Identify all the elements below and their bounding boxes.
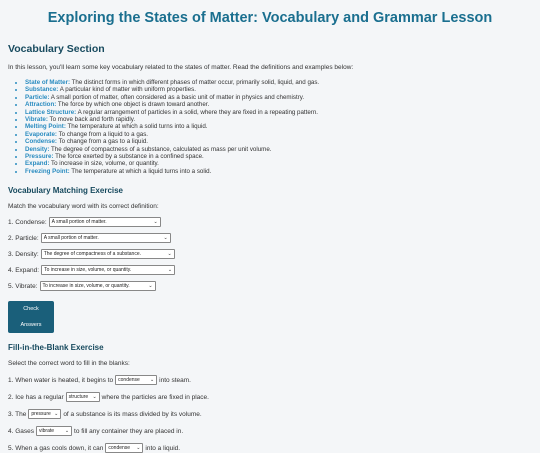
vocab-item xyxy=(25,101,532,108)
matching-label: 3. Density: xyxy=(8,250,39,258)
select-value: The degree of compactness of a substance. xyxy=(43,251,141,258)
vocab-section-heading: Vocabulary Section xyxy=(8,43,105,55)
sentence-end: into steam. xyxy=(159,376,191,384)
fill-blank-row xyxy=(8,409,532,419)
vocab-term: Lattice Structure: xyxy=(25,108,77,116)
select-value: structure xyxy=(68,394,89,401)
vocab-term: Pressure: xyxy=(25,153,54,161)
vocab-definition: The force by which one object is drawn toward another. xyxy=(56,101,210,109)
matching-label: 1. Condense: xyxy=(8,218,47,226)
fill-blank-row xyxy=(8,443,532,453)
matching-label: 5. Vibrate: xyxy=(8,282,38,290)
select-value: pressure xyxy=(31,411,51,418)
fill-blank-select[interactable] xyxy=(115,375,157,385)
fill-blank-heading: Fill-in-the-Blank Exercise xyxy=(8,343,104,353)
vocab-term: Melting Point: xyxy=(25,123,66,131)
vocab-item xyxy=(25,131,532,138)
sentence-start: 1. When water is heated, it begins to xyxy=(8,376,114,384)
chevron-down-icon: ⌄ xyxy=(149,377,155,384)
vocab-item xyxy=(25,123,532,130)
matching-label: 2. Particle: xyxy=(8,234,39,242)
vocab-term: State of Matter: xyxy=(25,79,71,86)
matching-heading: Vocabulary Matching Exercise xyxy=(8,186,124,196)
vocab-definition: The temperature at which a solid turns into a liquid. xyxy=(65,123,208,131)
sentence-end: of a substance is its mass divided by its volume. xyxy=(63,410,202,418)
check-answers-button[interactable]: Check Answers xyxy=(8,301,54,333)
fill-blank-intro: Select the correct word to fill in the blanks: xyxy=(8,360,130,368)
vocab-definition: To increase in size, volume, or quantity. xyxy=(49,160,159,168)
matching-row xyxy=(8,249,532,259)
vocab-definition: A small portion of matter, often considered as a basic unit of matter in physics and chemistry. xyxy=(49,93,305,101)
vocab-item xyxy=(25,94,532,101)
chevron-down-icon: ⌄ xyxy=(64,428,70,435)
vocab-term: Vibrate: xyxy=(25,116,48,124)
fill-blank-select[interactable] xyxy=(36,426,72,436)
sentence-start: 4. Gases xyxy=(8,427,35,435)
matching-row xyxy=(8,233,532,243)
sentence-end: into a liquid. xyxy=(145,444,181,452)
vocab-definition: To change from a liquid to a gas. xyxy=(56,130,149,138)
fill-blank-select[interactable] xyxy=(66,392,100,402)
vocab-definition: A regular arrangement of particles in a solid, where they are fixed in a repeating pattern. xyxy=(76,108,319,116)
fill-blank-select[interactable] xyxy=(105,443,143,453)
vocab-item xyxy=(25,86,532,93)
chevron-down-icon: ⌄ xyxy=(92,394,97,401)
select-value: condense xyxy=(118,377,140,384)
fill-blank-row xyxy=(8,392,532,402)
chevron-down-icon: ⌄ xyxy=(136,445,141,452)
sentence-end: to fill any container they are placed in. xyxy=(74,427,184,435)
vocab-item xyxy=(25,168,532,175)
vocab-definition: To change from a gas to a liquid. xyxy=(56,138,149,146)
sentence-start: 5. When a gas cools down, it can xyxy=(8,444,104,452)
vocab-item xyxy=(25,160,532,167)
chevron-down-icon: ⌄ xyxy=(148,283,153,290)
chevron-down-icon: ⌄ xyxy=(153,219,158,226)
select-value: To increase in size, volume, or quantity. xyxy=(42,283,130,290)
fill-blank-row xyxy=(8,375,532,385)
fill-blank-select[interactable] xyxy=(28,409,61,419)
vocab-item xyxy=(25,79,532,86)
matching-row xyxy=(8,217,532,227)
sentence-start: 2. Ice has a regular xyxy=(8,393,64,401)
vocab-definition: The temperature at which a liquid turns into a solid. xyxy=(69,167,212,175)
vocab-item xyxy=(25,138,532,145)
select-value: To increase in size, volume, or quantity. xyxy=(44,267,132,274)
matching-select[interactable] xyxy=(40,281,156,291)
fill-blank-row xyxy=(8,426,532,436)
vocab-item xyxy=(25,109,532,116)
sentence-end: where the particles are fixed in place. xyxy=(101,393,209,401)
vocab-item xyxy=(25,153,532,160)
vocab-definition: A particular kind of matter with uniform properties. xyxy=(58,86,196,94)
chevron-down-icon: ⌄ xyxy=(167,251,172,258)
page-title: Exploring the States of Matter: Vocabulary and Grammar Lesson xyxy=(47,10,493,26)
vocab-definition: The degree of compactness of a substance, calculated as mass per unit volume. xyxy=(49,145,272,153)
chevron-down-icon: ⌄ xyxy=(54,411,59,418)
select-value: condense xyxy=(108,445,131,452)
matching-label: 4. Expand: xyxy=(8,266,40,274)
vocab-list xyxy=(8,79,532,175)
select-value: vibrate xyxy=(39,428,55,435)
chevron-down-icon: ⌄ xyxy=(167,267,173,274)
vocab-term: Condense: xyxy=(25,138,57,146)
vocab-definition: To move back and forth rapidly. xyxy=(47,116,136,124)
matching-select[interactable] xyxy=(41,233,171,243)
vocab-term: Particle: xyxy=(25,93,50,101)
vocab-term: Attraction: xyxy=(25,101,57,109)
vocab-intro: In this lesson, you'll learn some key vocabulary related to the states of matter. Read the definitions and examples below: xyxy=(8,64,354,71)
vocab-item xyxy=(25,116,532,123)
vocab-term: Density: xyxy=(25,145,50,153)
matching-row xyxy=(8,265,532,275)
select-value: A small portion of matter. xyxy=(51,219,107,226)
select-value: A small portion of matter. xyxy=(43,235,99,242)
vocab-term: Evaporate: xyxy=(25,130,57,138)
matching-select[interactable] xyxy=(41,265,175,275)
vocab-definition: The distinct forms in which different phases of matter occur, primarily solid, liquid, and gas. xyxy=(70,79,320,86)
vocab-term: Substance: xyxy=(25,86,59,94)
matching-select[interactable] xyxy=(41,249,175,259)
vocab-term: Freezing Point: xyxy=(25,167,70,175)
matching-row xyxy=(8,281,532,291)
matching-select[interactable] xyxy=(49,217,161,227)
vocab-term: Expand: xyxy=(25,160,50,168)
matching-intro: Match the vocabulary word with its correct definition: xyxy=(8,203,159,211)
vocab-item xyxy=(25,146,532,153)
chevron-down-icon: ⌄ xyxy=(163,235,168,242)
sentence-start: 3. The xyxy=(8,410,27,418)
vocab-definition: The force exerted by a substance in a confined space. xyxy=(53,153,204,161)
